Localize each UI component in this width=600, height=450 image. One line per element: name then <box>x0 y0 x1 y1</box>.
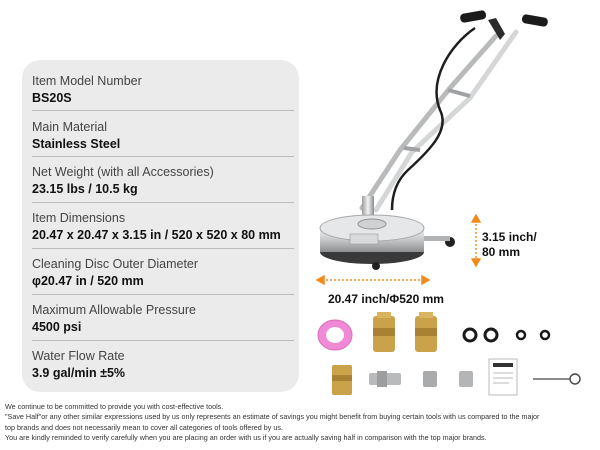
spec-card <box>22 60 299 392</box>
grip-left <box>460 10 487 23</box>
disclaimer <box>5 402 600 443</box>
steel-fitting-icon <box>369 371 401 387</box>
spec-row-diameter <box>32 257 294 289</box>
spec-label: Cleaning Disc Outer Diameter <box>32 257 199 271</box>
spec-value: φ20.47 in / 520 mm <box>32 274 144 288</box>
height-label-line2: 80 mm <box>482 245 521 259</box>
divider <box>32 294 294 295</box>
grip-right <box>521 14 548 27</box>
spec-row-material <box>32 120 294 152</box>
brass-coupler-icon <box>415 312 437 352</box>
spec-value: 23.15 lbs / 10.5 kg <box>32 182 138 196</box>
handle-brace <box>404 148 420 150</box>
disclaimer-line: "Save Half"or any other similar expressions used by us only represents an estimate of savings you might benefit from buying certain tools with us compared to the major <box>5 412 540 422</box>
height-label-line1: 3.15 inch/ <box>482 230 537 244</box>
divider <box>32 248 294 249</box>
divider <box>32 110 294 111</box>
spec-label: Main Material <box>32 120 108 134</box>
handle-brace <box>448 90 470 96</box>
wheel-front <box>372 262 380 270</box>
thread-tape-icon <box>318 320 352 350</box>
divider <box>32 156 294 157</box>
divider <box>32 340 294 341</box>
spec-label: Water Flow Rate <box>32 349 125 363</box>
spec-value: 20.47 x 20.47 x 3.15 in / 520 x 520 x 80 mm <box>32 228 281 242</box>
steel-plug-icon <box>459 371 473 387</box>
brass-fitting-icon <box>332 365 352 395</box>
steel-nut-icon <box>423 371 437 387</box>
spec-label: Item Dimensions <box>32 211 126 225</box>
width-dimension <box>317 276 429 284</box>
brass-coupler-icon <box>373 312 395 352</box>
o-ring-icon <box>464 329 549 341</box>
disclaimer-line: You are kindly reminded to verify carefully when you are placing an order with us if you are actually saving half in comparison with the top major brands. <box>5 432 487 442</box>
height-dimension <box>472 215 480 266</box>
spec-label: Item Model Number <box>32 74 142 88</box>
surface-cleaner-image <box>300 0 600 290</box>
spec-value: Stainless Steel <box>32 137 121 151</box>
spec-row-model <box>32 74 294 106</box>
spec-row-pressure <box>32 303 294 335</box>
spec-row-dimensions <box>32 211 294 243</box>
disc-hub <box>358 219 386 229</box>
height-label <box>482 230 537 260</box>
handle-rail <box>362 36 496 208</box>
disclaimer-line: We continue to be committed to provide you with cost-effective tools. <box>5 402 224 411</box>
accessories-row-1 <box>305 308 600 358</box>
spec-value: 3.9 gal/min ±5% <box>32 366 126 380</box>
manual-icon <box>489 359 517 395</box>
spec-value: 4500 psi <box>32 320 82 334</box>
wheel-bracket <box>424 236 450 241</box>
disc-label <box>350 234 378 244</box>
accessories-row-2 <box>305 355 600 400</box>
spec-label: Net Weight (with all Accessories) <box>32 165 214 179</box>
width-label: 20.47 inch/Φ520 mm <box>328 292 444 306</box>
spec-row-weight <box>32 165 294 197</box>
spec-row-flow <box>32 349 294 381</box>
cleaning-needle-icon <box>533 374 580 384</box>
spec-value: BS20S <box>32 91 72 105</box>
disclaimer-line: top brands and does not necessarily mean to cover all categories of tools offered by us. <box>5 422 283 432</box>
divider <box>32 202 294 203</box>
spec-label: Maximum Allowable Pressure <box>32 303 196 317</box>
hose <box>392 28 475 210</box>
